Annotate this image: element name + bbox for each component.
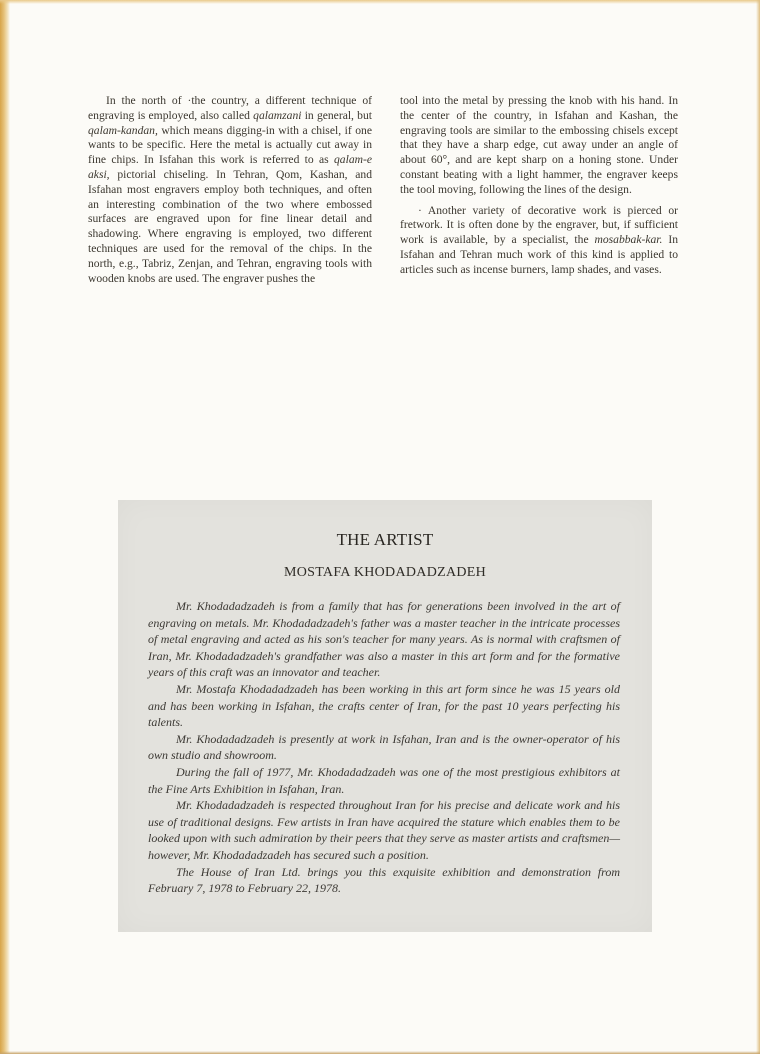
artist-bio: [148, 598, 620, 897]
term-mosabbak-kar: mosabbak-kar.: [594, 233, 663, 247]
bio-paragraph-3: Mr. Khodadadzadeh is presently at work in Isfahan, Iran and is the owner-operator of his own studio and showroom.: [148, 731, 620, 763]
text-run: · Another variety of decorative work is pierced or fretwork. It is often done by the engraver, but, if sufficient work is available, by a specialist, the: [400, 203, 678, 247]
bio-paragraph-6: The House of Iran Ltd. brings you this exquisite exhibition and demonstration from February 7, 1978 to February 22, 1978.: [148, 864, 620, 896]
bio-paragraph-5: Mr. Khodadadzadeh is respected throughout Iran for his precise and delicate work and his use of traditional designs. Few artists in Iran have acquired the stature which enables them to be looked upon with such admiration by their peers that they serve as master artists and craftsmen—however, Mr. Khodadadzadeh has secured such a position.: [148, 798, 620, 862]
bio-paragraph-2: Mr. Mostafa Khodadadzadeh has been working in this art form since he was 15 years old and has been working in Isfahan, the crafts center of Iran, for the past 10 years perfecting his talents.: [148, 681, 620, 730]
right-text-column: [400, 94, 678, 284]
text-run: In the north of ·the country, a different technique of engraving is employed, also called: [88, 94, 372, 122]
page-right-edge: [756, 0, 760, 1054]
text-run: which means digging-in with a chisel, if one wants to be specific. Here the metal is actually cut away in fine chips. In Isfahan this work is referred to as: [88, 123, 372, 167]
bio-paragraph-1: Mr. Khodadadzadeh is from a family that has for generations been involved in the art of engraving on metals. Mr. Khodadadzadeh's father was a master teacher in the intricate processes of metal engraving and acted as his son's teacher for many years. As is normal with craftsmen of Iran, Mr. Khodadadzadeh's grandfather was also a master in this art form and for the formative years of this craft was an innovator and teacher.: [148, 599, 620, 680]
page-top-edge: [0, 0, 760, 4]
artist-name: MOSTAFA KHODADADZADEH: [283, 565, 487, 580]
text-run: In Isfahan and Tehran much work of this kind is applied to articles such as incense burners, lamp shades, and vases.: [400, 233, 678, 276]
left-paragraph-1: [88, 94, 372, 286]
term-qalam-kandan: qalam-kandan,: [88, 123, 158, 137]
left-text-column: [88, 94, 372, 292]
term-qalam-e-aksi: qalam-e aksi,: [88, 153, 372, 181]
term-qalamzani: qalamzani: [253, 108, 302, 122]
page-left-edge: [0, 0, 10, 1054]
text-run: in general, but: [301, 108, 372, 122]
right-paragraph-1: tool into the metal by pressing the knob with his hand. In the center of the country, in Isfahan and Kashan, the engraving tools are similar to the embossing chisels except that they have a sharp edge, cut away under an angle of about 60°, and are kept sharp on a honing stone. Under constant beating with a light hammer, the engraver keeps the tool moving, following the lines of the design.: [400, 94, 678, 196]
text-run: pictorial chiseling. In Tehran, Qom, Kashan, and Isfahan most engravers employ both techniques, and often an interesting combination of the two where embossed surfaces are engraved upon for fine linear detail and shadowing. Where engraving is employed, two different techniques are used for the removal of the chips. In the north, e.g., Tabriz, Zenjan, and Tehran, engraving tools with wooden knobs are used. The engraver pushes the: [88, 167, 372, 285]
artist-box-title: THE ARTIST: [336, 530, 434, 549]
right-paragraph-2: [400, 204, 678, 278]
artist-info-box: [118, 500, 652, 932]
bio-paragraph-4: During the fall of 1977, Mr. Khodadadzadeh was one of the most prestigious exhibitors at the Fine Arts Exhibition in Isfahan, Iran.: [148, 764, 620, 796]
